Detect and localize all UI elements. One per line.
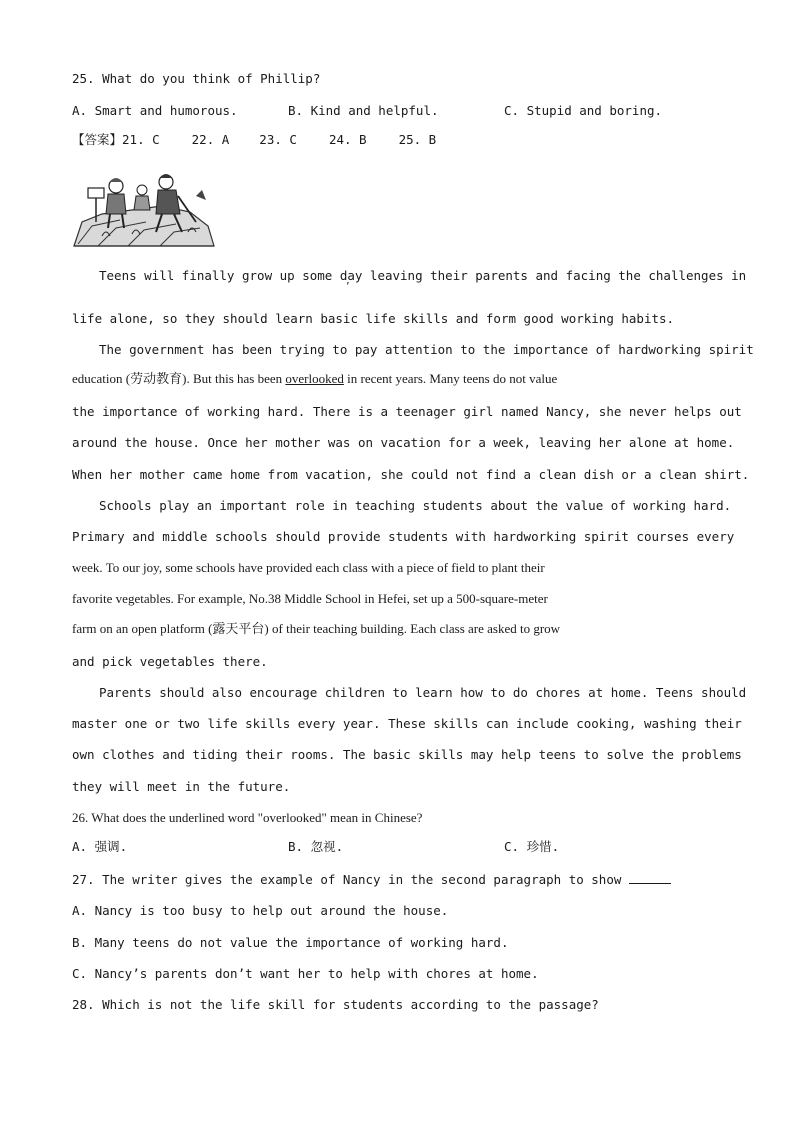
q26-option-a: A. 强调. [72, 839, 128, 854]
q25-question: 25. What do you think of Phillip? [72, 71, 321, 86]
passage-p2-line5: When her mother came home from vacation, she could not find a clean dish or a clean shirt. [72, 467, 750, 482]
passage-p2-line1: The government has been trying to pay attention to the importance of hardworking spirit [99, 342, 754, 357]
passage-p3-line2: Primary and middle schools should provide students with hardworking spirit courses every [72, 529, 735, 544]
q27-option-a: A. Nancy is too busy to help out around the house. [72, 903, 449, 918]
passage-p4-line4: they will meet in the future. [72, 779, 291, 794]
passage-p3-line5: farm on an open platform (露天平台) of their teaching building. Each class are asked to grow [72, 621, 561, 636]
passage-p2-line3: the importance of working hard. There is a teenager girl named Nancy, she never helps out [72, 404, 742, 419]
passage-p2-line2 [72, 371, 557, 387]
q27-answer-blank [629, 872, 671, 884]
answer-23: 23. C [259, 132, 297, 147]
p2-line2-before: education (劳动教育). But this has been [72, 371, 286, 386]
q26-option-b: B. 忽视. [288, 839, 344, 854]
passage-p4-line2: master one or two life skills every year. These skills can include cooking, washing their [72, 716, 742, 731]
passage-p4-line1: Parents should also encourage children to learn how to do chores at home. Teens should [99, 685, 747, 700]
q26-question: 26. What does the underlined word "overlooked" mean in Chinese? [72, 810, 423, 825]
passage-p3-line3: week. To our joy, some schools have provided each class with a piece of field to plant their [72, 560, 545, 575]
passage-p2-line4: around the house. Once her mother was on vacation for a week, leaving her alone at home. [72, 435, 735, 450]
passage-p3-line6: and pick vegetables there. [72, 654, 268, 669]
passage-p4-line3: own clothes and tiding their rooms. The basic skills may help teens to solve the problems [72, 747, 742, 762]
children-gardening-illustration [72, 166, 216, 248]
q27-question: 27. The writer gives the example of Nancy in the second paragraph to show [72, 872, 622, 887]
answer-21: 21. C [122, 132, 160, 147]
answer-key-label: 【答案】 [72, 132, 123, 147]
passage-p1-line1: Teens will finally grow up some day leaving their parents and facing the challenges in [99, 268, 747, 283]
passage-p1-line2: life alone, so they should learn basic life skills and form good working habits. [72, 311, 675, 326]
q25-option-c: C. Stupid and boring. [504, 103, 663, 118]
answer-25: 25. B [398, 132, 437, 147]
p2-line2-after: in recent years. Many teens do not value [343, 371, 558, 386]
underlined-word-overlooked: overlooked [285, 371, 344, 386]
q27-option-c: C. Nancy’s parents don’t want her to help with chores at home. [72, 966, 539, 981]
q28-question: 28. Which is not the life skill for students according to the passage? [72, 997, 599, 1012]
q27-option-b: B. Many teens do not value the importance of working hard. [72, 935, 509, 950]
q26-option-c: C. 珍惜. [504, 839, 560, 854]
passage-p3-line1: Schools play an important role in teaching students about the value of working hard. [99, 498, 732, 513]
answer-22: 22. A [191, 132, 230, 147]
q27-question-line [72, 872, 671, 888]
stray-mark: ’ [345, 282, 351, 292]
answer-key [72, 132, 436, 148]
q25-option-a: A. Smart and humorous. [72, 103, 238, 118]
passage-p3-line4: favorite vegetables. For example, No.38 Middle School in Hefei, set up a 500-square-meter [72, 591, 548, 606]
answer-24: 24. B [328, 132, 367, 147]
q25-option-b: B. Kind and helpful. [288, 103, 439, 118]
